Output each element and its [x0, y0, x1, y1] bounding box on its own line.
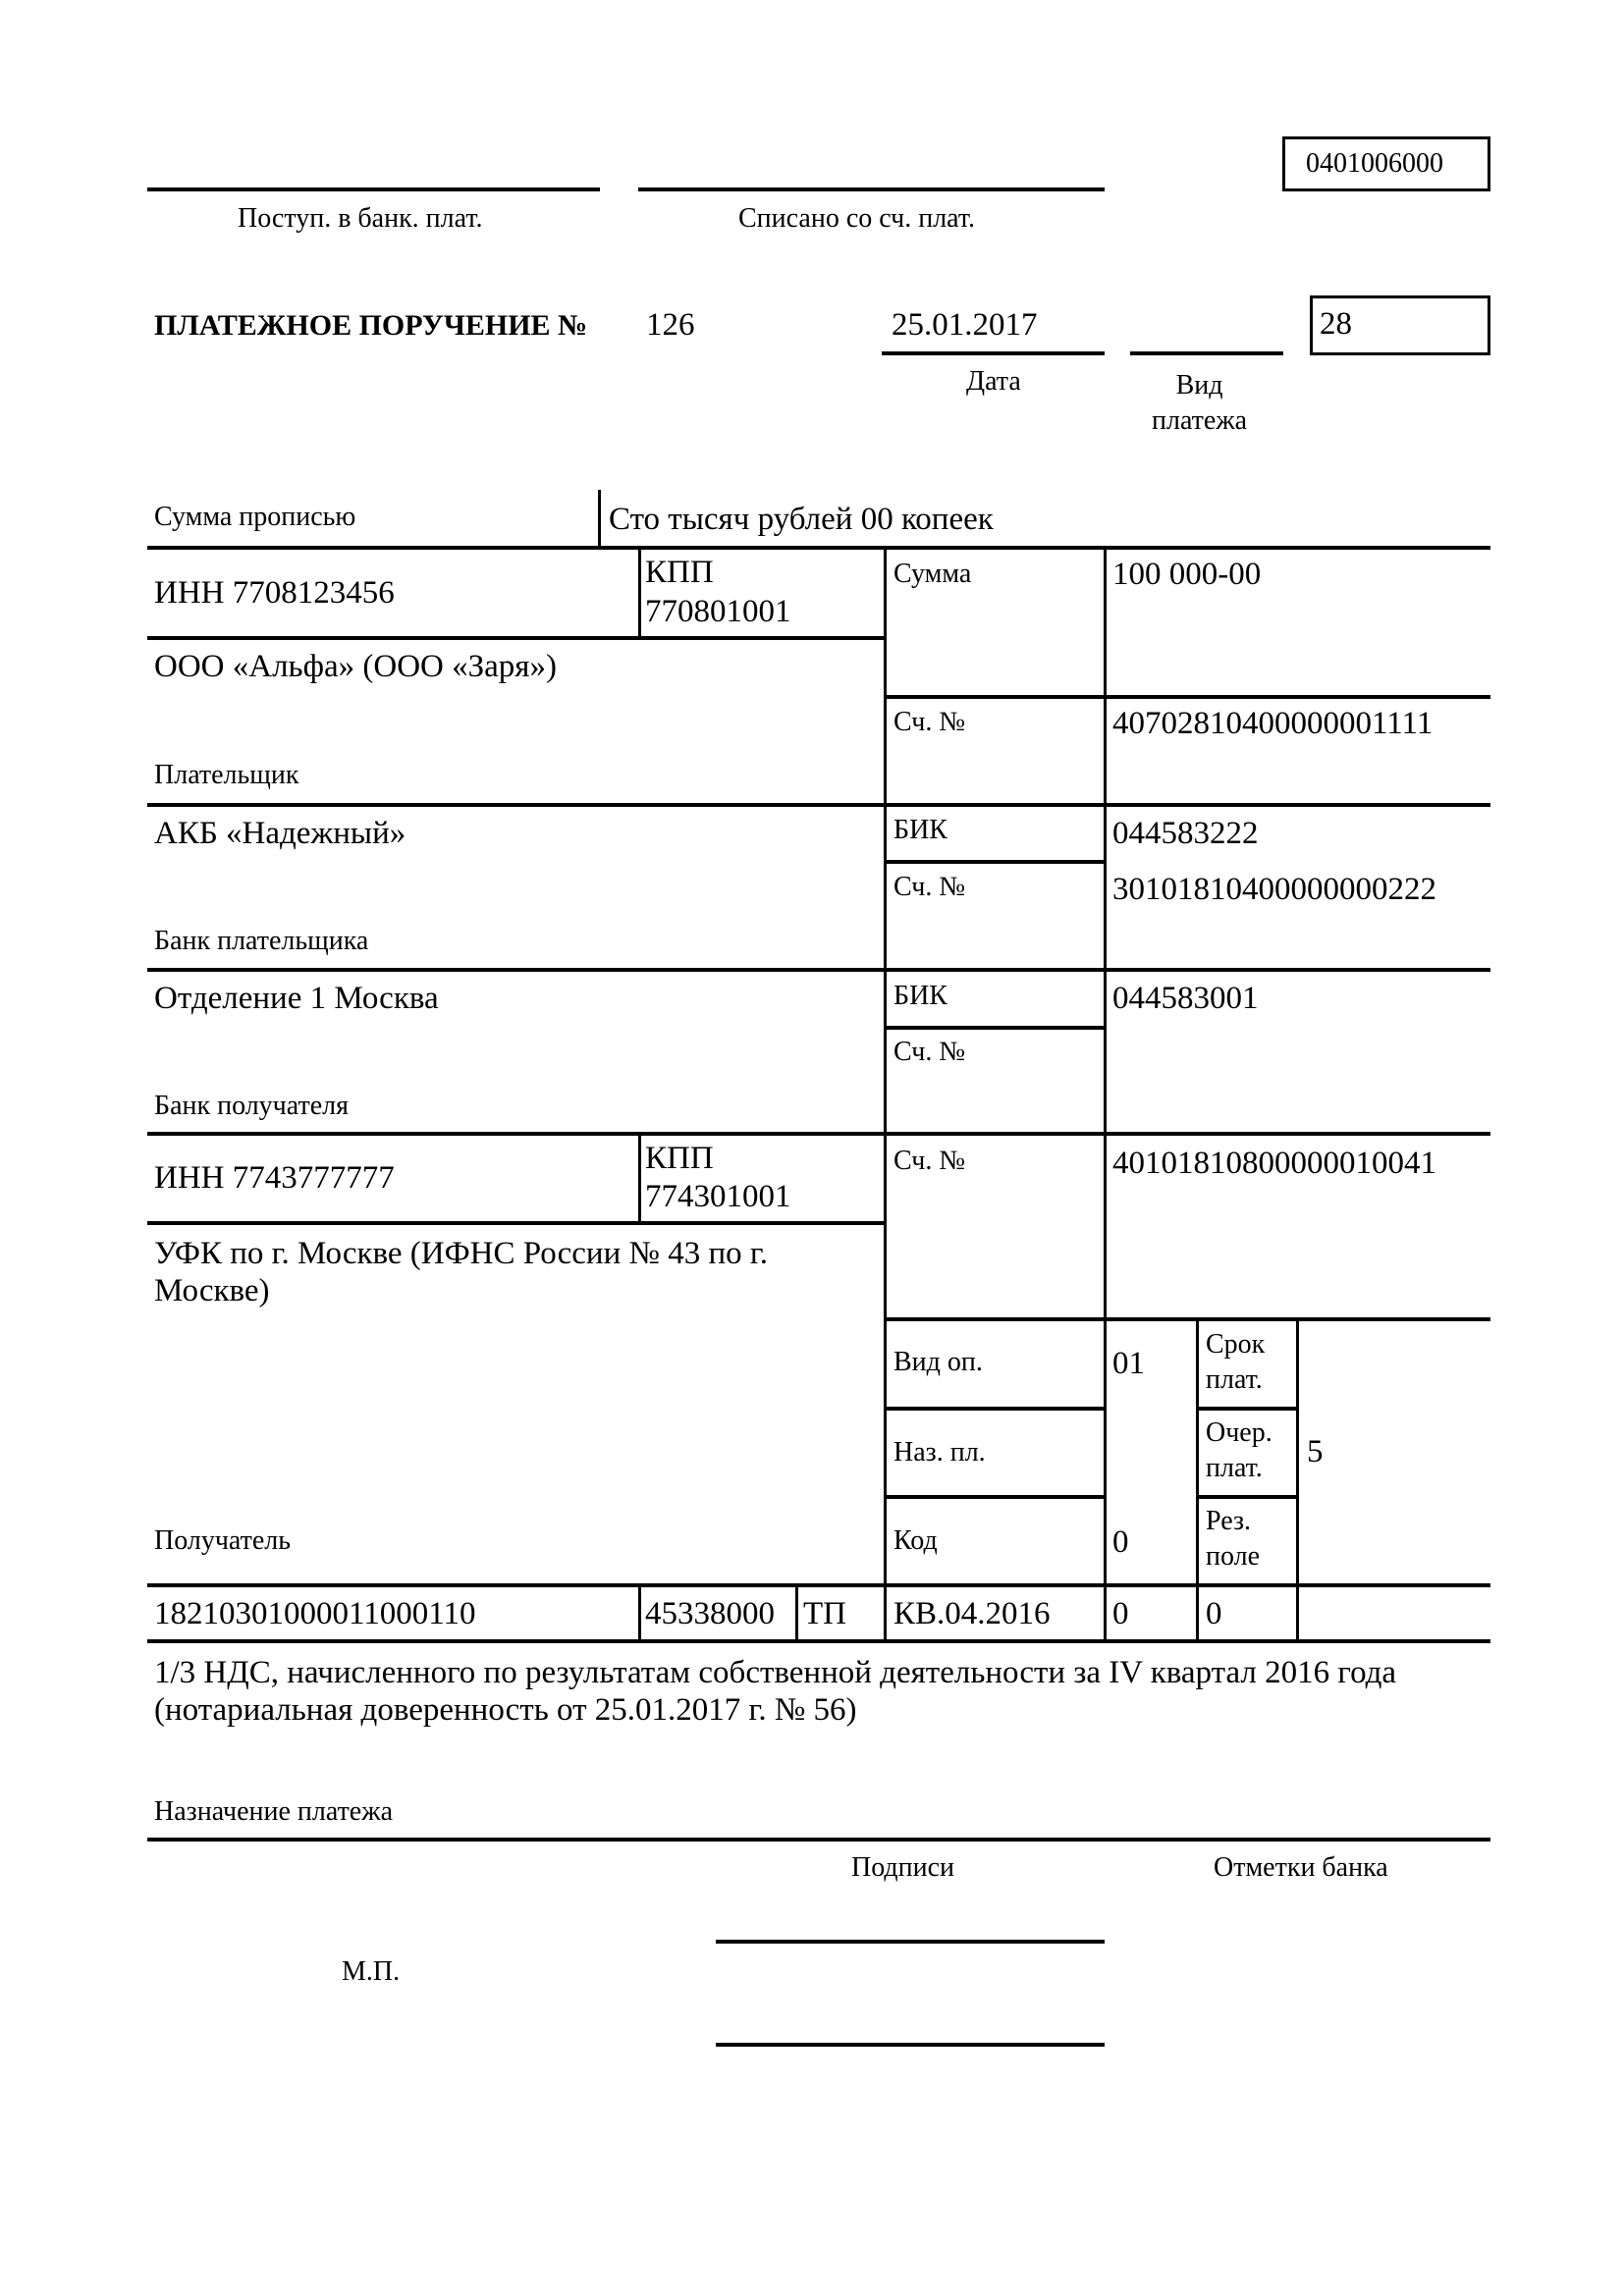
- signature-line-1: [716, 1940, 1105, 1944]
- kod-value: 0: [1112, 1524, 1129, 1560]
- naz-pl-label: Наз. пл.: [893, 1437, 986, 1468]
- received-line: [147, 187, 600, 191]
- grid-vline-tax-1: [638, 1583, 641, 1641]
- sum-label: Сумма: [893, 559, 972, 589]
- kod-label: Код: [893, 1525, 938, 1556]
- payer-bank-bik: 044583222: [1112, 816, 1259, 851]
- payer-name: ООО «Альфа» (ООО «Заря»): [154, 649, 557, 684]
- payee-account: 40101810800000010041: [1112, 1146, 1436, 1181]
- bank-marks-label: Отметки банка: [1214, 1852, 1388, 1883]
- payee-bank-label: Банк получателя: [154, 1091, 349, 1121]
- purpose-line: [147, 1838, 1490, 1842]
- document-title: ПЛАТЕЖНОЕ ПОРУЧЕНИЕ №: [154, 309, 588, 342]
- purpose-text: 1/3 НДС, начисленного по результатам собственной деятельности за IV квартал 2016 года (нотариальная доверенность от 25.01.2017 г. № 56): [154, 1655, 1397, 1728]
- payee-inn: ИНН 7743777777: [154, 1160, 395, 1196]
- period-value: КВ.04.2016: [893, 1596, 1051, 1631]
- kbk-value: 18210301000011000110: [154, 1596, 476, 1631]
- payee-kpp-label: КПП: [645, 1141, 714, 1176]
- payer-kpp: 770801001: [645, 594, 791, 629]
- sum-value: 100 000-00: [1112, 557, 1262, 592]
- payer-kpp-label: КПП: [645, 555, 714, 590]
- ocher-value: 5: [1307, 1434, 1324, 1469]
- rez-label: Рез. поле: [1206, 1506, 1261, 1572]
- ocher-label: Очер. плат.: [1206, 1417, 1272, 1483]
- oktmo-value: 45338000: [645, 1596, 775, 1631]
- grid-line-inn-payer: [147, 636, 885, 640]
- grid-line-payee-bik: [885, 1026, 1105, 1030]
- form-code: 0401006000: [1306, 148, 1443, 179]
- grid-line-tax-top: [147, 1583, 1490, 1587]
- amount-words-value: Сто тысяч рублей 00 копеек: [609, 502, 994, 537]
- grid-line-ocher-bottom: [1197, 1495, 1297, 1499]
- payer-account-label: Сч. №: [893, 707, 966, 737]
- payee-name: УФК по г. Москве (ИФНС России № 43 по г. Москве): [154, 1236, 768, 1308]
- payee-label: Получатель: [154, 1525, 292, 1556]
- payee-bank-bik: 044583001: [1112, 981, 1259, 1016]
- vid-op-label: Вид оп.: [893, 1347, 983, 1377]
- grid-line-sum-bottom: [885, 695, 1490, 699]
- received-label: Поступ. в банк. плат.: [238, 203, 483, 234]
- payer-label: Плательщик: [154, 760, 299, 790]
- grid-line-nazpl-bottom: [885, 1495, 1105, 1499]
- doc-date-value: 0: [1206, 1596, 1222, 1631]
- status-code: 28: [1320, 306, 1352, 342]
- grid-vline-inn-kpp-payee: [638, 1132, 641, 1222]
- payee-bank-name: Отделение 1 Москва: [154, 981, 439, 1016]
- signatures-label: Подписи: [851, 1852, 955, 1883]
- grid-line-payer-bottom: [147, 803, 1490, 807]
- vid-op-value: 01: [1112, 1346, 1145, 1381]
- document-date: 25.01.2017: [892, 307, 1038, 343]
- payer-bank-account: 30101810400000000222: [1112, 872, 1436, 907]
- payment-type-label: Вид платежа: [1152, 370, 1248, 436]
- grid-line-top: [147, 546, 1490, 550]
- payer-account: 40702810400000001111: [1112, 706, 1434, 741]
- payee-account-label: Сч. №: [893, 1146, 966, 1176]
- grid-line-vidop-bottom: [885, 1407, 1105, 1411]
- payee-kpp: 774301001: [645, 1179, 791, 1214]
- purpose-label: Назначение платежа: [154, 1796, 394, 1827]
- grid-line-tax-bottom: [147, 1639, 1490, 1643]
- debited-label: Списано со сч. плат.: [738, 203, 975, 234]
- grid-line-payer-bank-bottom: [147, 968, 1490, 972]
- amount-words-divider: [598, 490, 601, 548]
- stamp-label: М.П.: [342, 1956, 401, 1987]
- payer-bank-bik-label: БИК: [893, 815, 947, 845]
- grid-vline-values: [1104, 546, 1107, 1641]
- payer-inn: ИНН 7708123456: [154, 575, 395, 611]
- grid-vline-op-left: [1196, 1317, 1199, 1641]
- date-line: [882, 351, 1105, 355]
- payment-type-line: [1130, 351, 1283, 355]
- grid-line-inn-payee: [147, 1221, 885, 1225]
- basis-value: ТП: [803, 1596, 846, 1631]
- doc-number-value: 0: [1112, 1596, 1129, 1631]
- payer-bank-label: Банк плательщика: [154, 926, 369, 956]
- debited-line: [638, 187, 1105, 191]
- srok-label: Срок плат.: [1206, 1329, 1266, 1395]
- grid-line-srok-bottom: [1197, 1407, 1297, 1411]
- grid-line-payee-bank-bottom: [147, 1132, 1490, 1136]
- document-number: 126: [646, 307, 695, 343]
- grid-line-account-bottom: [885, 1317, 1490, 1321]
- payer-bank-name: АКБ «Надежный»: [154, 816, 406, 851]
- grid-vline-main: [884, 546, 887, 1641]
- payee-bank-account-label: Сч. №: [893, 1037, 966, 1067]
- amount-words-label: Сумма прописью: [154, 502, 356, 532]
- payee-bank-bik-label: БИК: [893, 981, 947, 1011]
- grid-vline-tax-2: [795, 1583, 798, 1641]
- date-label: Дата: [966, 366, 1021, 397]
- grid-line-payer-bik: [885, 860, 1105, 864]
- grid-vline-op-right: [1296, 1317, 1299, 1641]
- payer-bank-account-label: Сч. №: [893, 872, 966, 902]
- signature-line-2: [716, 2043, 1105, 2047]
- grid-vline-inn-kpp-payer: [638, 546, 641, 637]
